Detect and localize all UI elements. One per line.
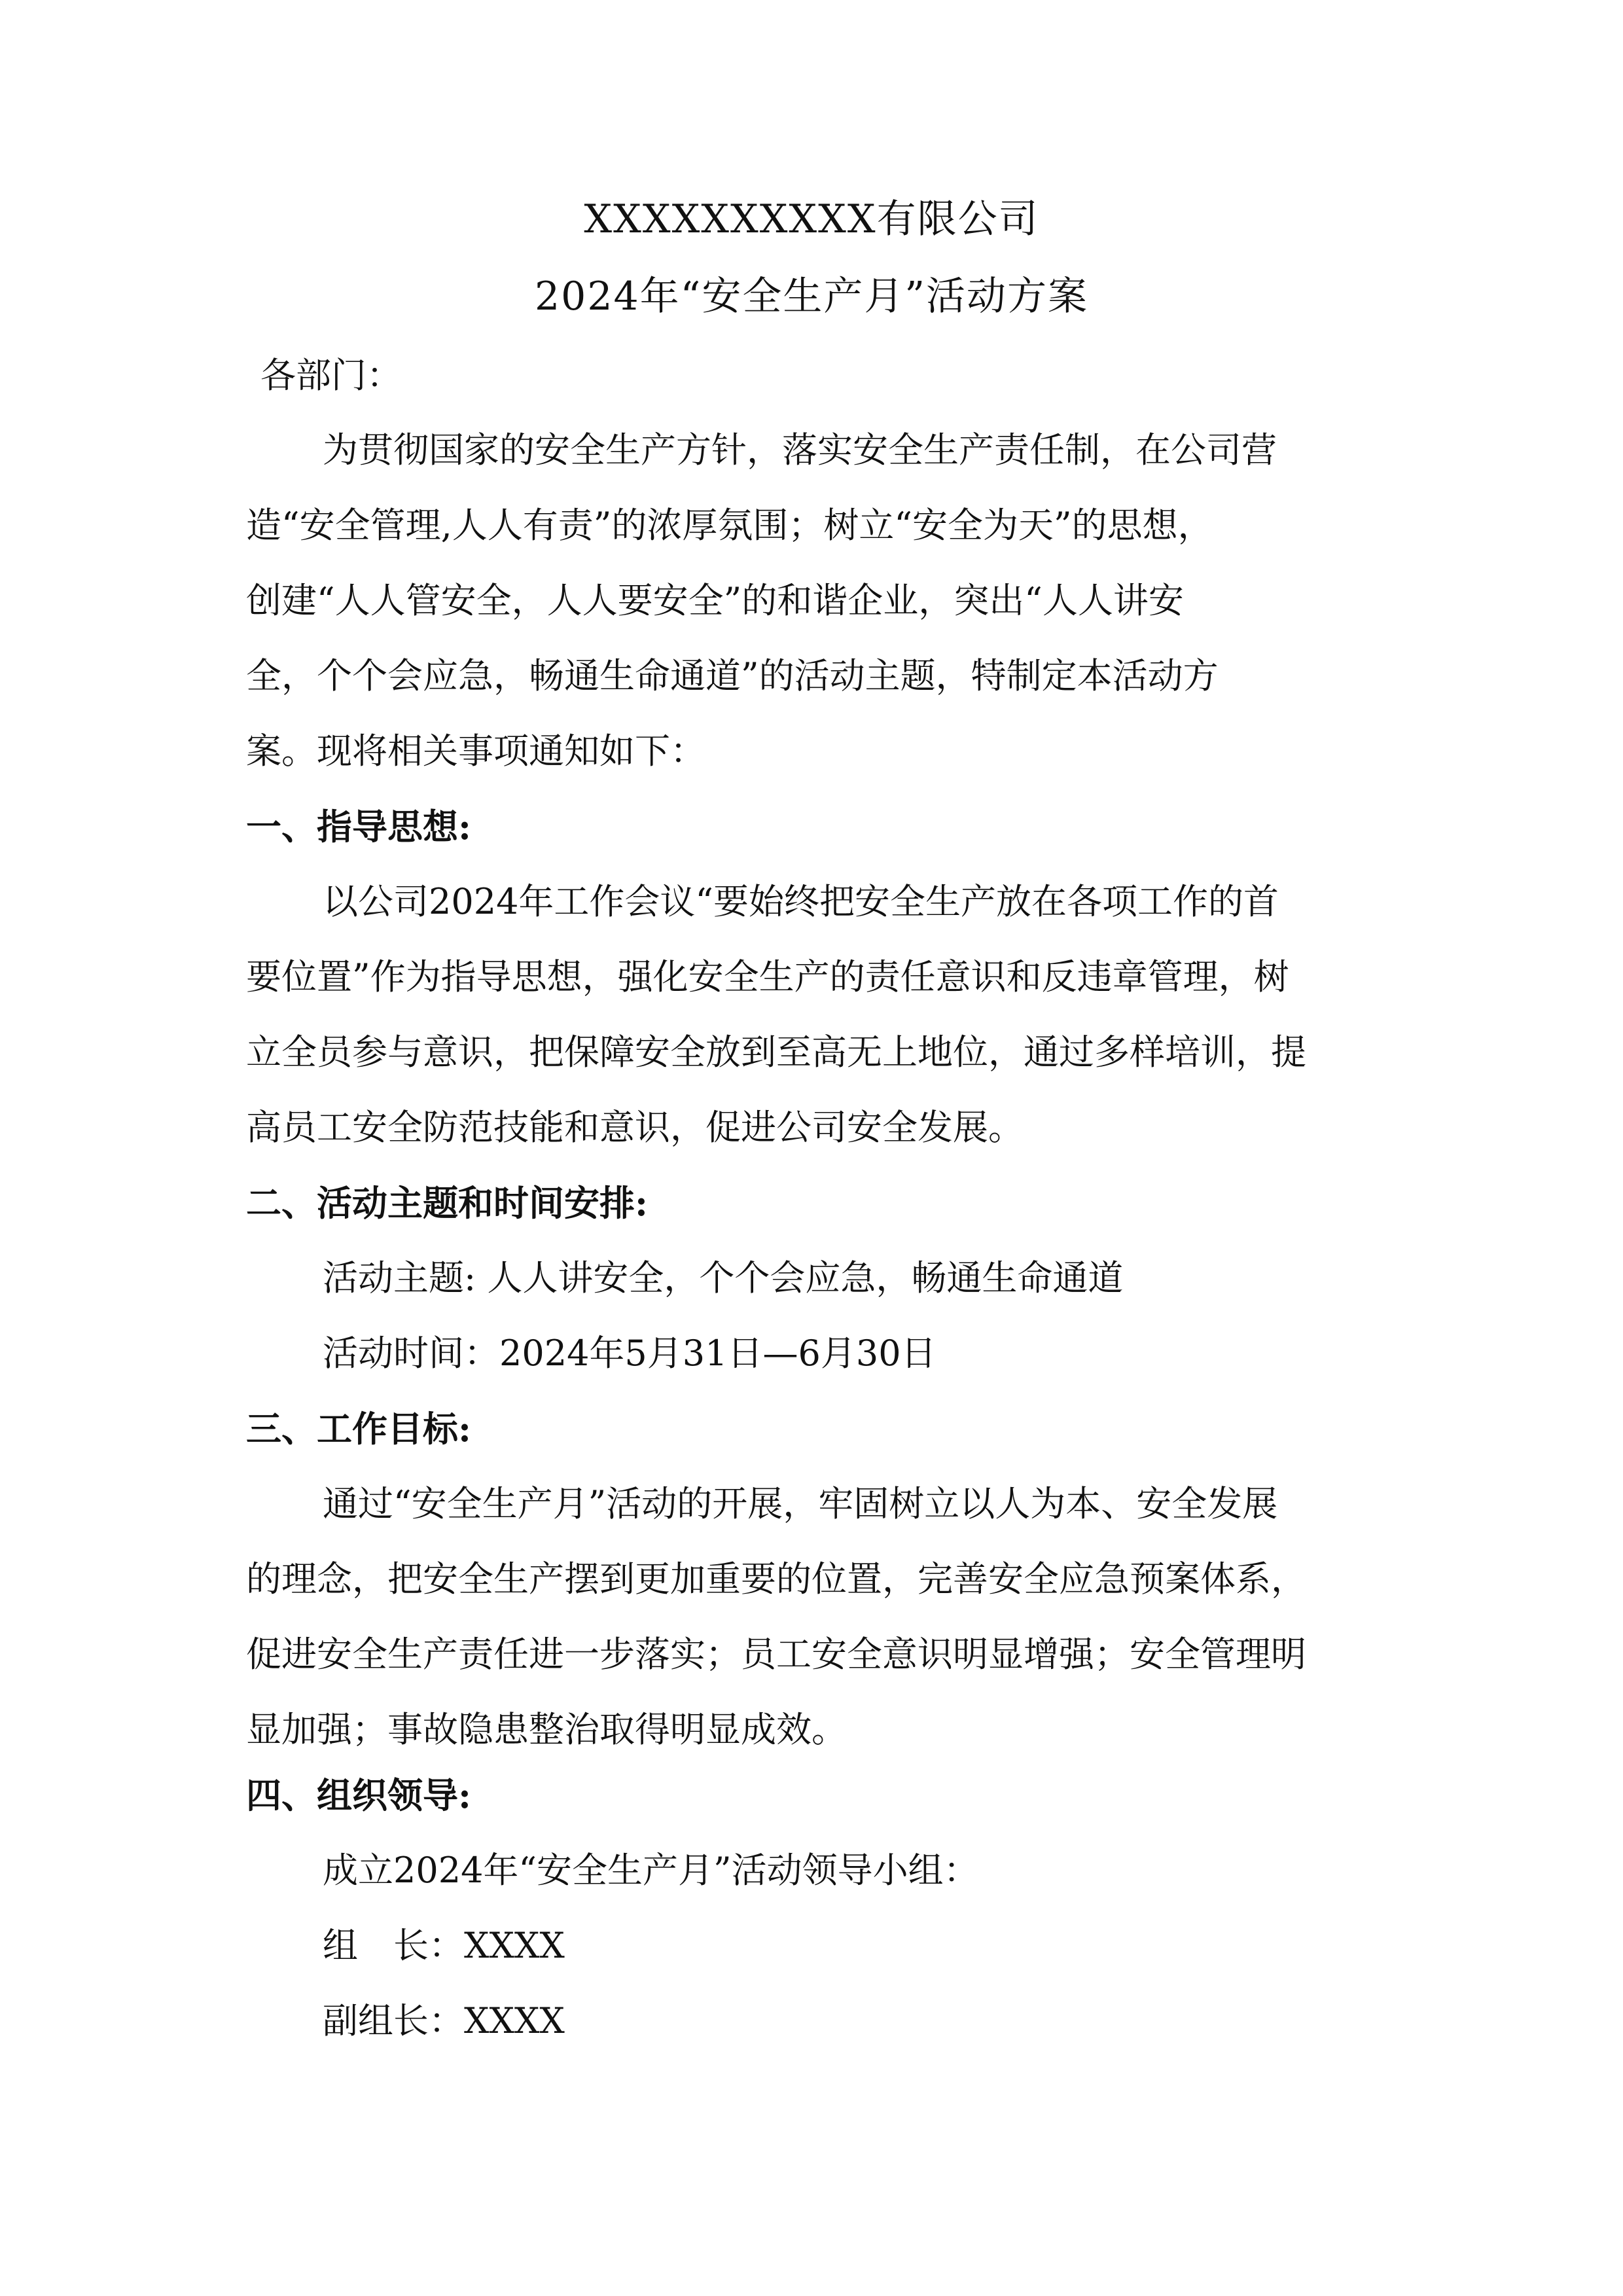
body-line: 立全员参与意识，把保障安全放到至高无上地位，通过多样培训，提 [246,1031,1306,1073]
body-line: 高员工安全防范技能和意识，促进公司安全发展。 [246,1107,1024,1148]
body-line: 的理念，把安全生产摆到更加重要的位置，完善安全应急预案体系， [246,1558,1306,1600]
body-line: 以公司2024年工作会议“要始终把安全生产放在各项工作的首 [323,881,1279,922]
body-line: 显加强；事故隐患整治取得明显成效。 [246,1709,847,1750]
body-line: 促进安全生产责任进一步落实；员工安全意识明显增强；安全管理明 [246,1634,1306,1675]
intro-line: 案。现将相关事项通知如下： [246,730,705,772]
group-leader: 组 长：XXXX [323,1925,565,1966]
body-line: 要位置”作为指导思想，强化安全生产的责任意识和反违章管理，树 [246,956,1289,997]
leadership-group-intro: 成立2024年“安全生产月”活动领导小组： [323,1850,979,1891]
salutation: 各部门： [260,355,402,396]
body-line: 通过“安全生产月”活动的开展，牢固树立以人为本、安全发展 [323,1483,1278,1524]
deputy-group-leader: 副组长：XXXX [323,2000,565,2041]
section-heading-leadership: 四、组织领导: [246,1774,471,1816]
section-heading-work-goals: 三、工作目标: [246,1408,471,1450]
intro-line: 为贯彻国家的安全生产方针，落实安全生产责任制，在公司营 [323,429,1277,471]
section-heading-theme-schedule: 二、活动主题和时间安排: [246,1182,648,1224]
activity-time: 活动时间：2024年5月31日—6月30日 [323,1333,936,1374]
document-title-main: 2024年“安全生产月”活动方案 [534,274,1089,319]
activity-theme: 活动主题: 人人讲安全，个个会应急，畅通生命通道 [323,1257,1124,1299]
intro-line: 造“安全管理,人人有责”的浓厚氛围；树立“安全为天”的思想， [246,505,1213,546]
document-title-company: XXXXXXXXXX有限公司 [584,196,1039,242]
intro-line: 创建“人人管安全，人人要安全”的和谐企业，突出“人人讲安 [246,580,1184,621]
intro-line: 全，个个会应急，畅通生命通道”的活动主题，特制定本活动方 [246,655,1219,696]
section-heading-guiding-thought: 一、指导思想: [246,806,471,848]
